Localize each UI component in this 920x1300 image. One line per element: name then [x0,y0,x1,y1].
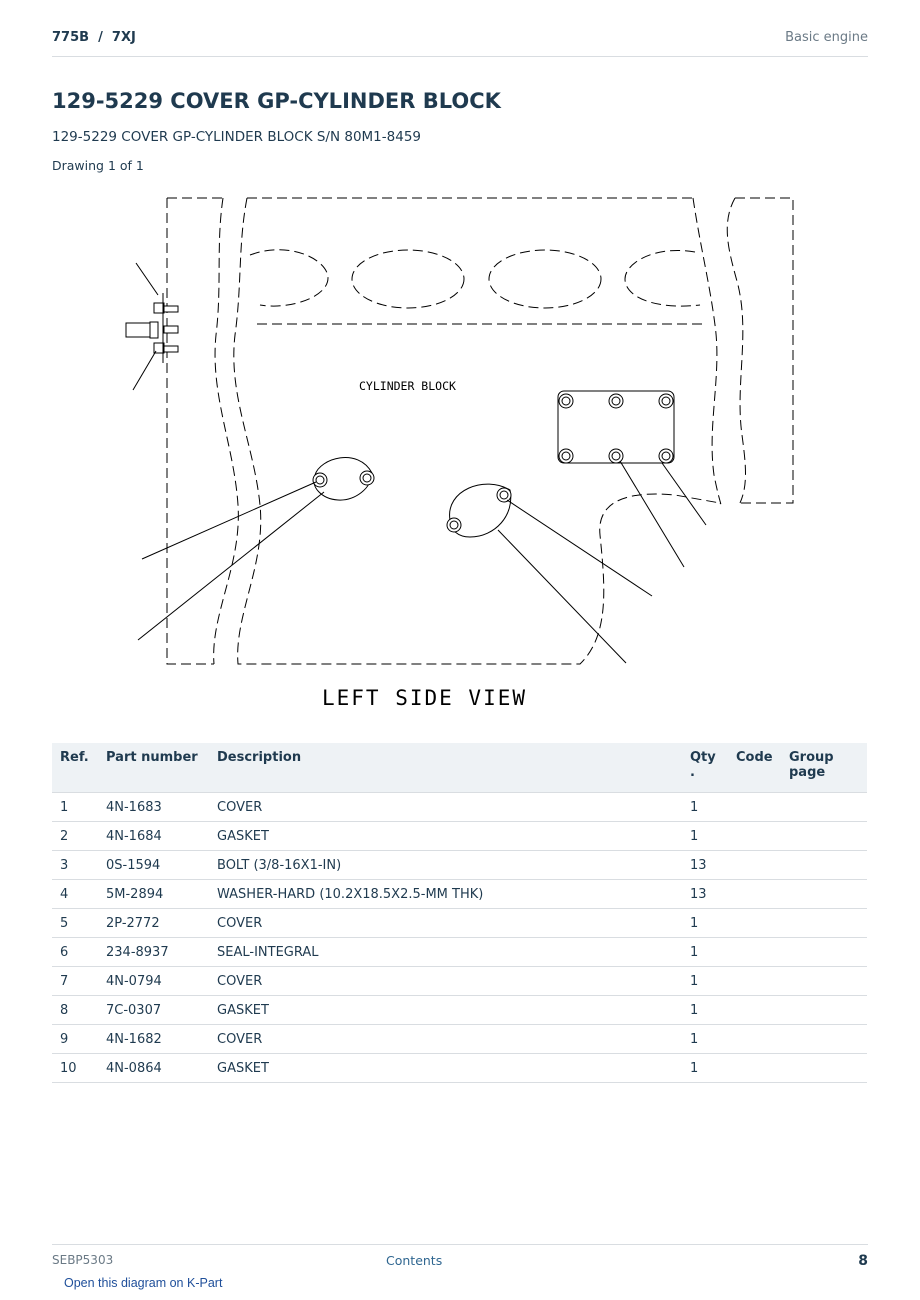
group-page-cell [781,822,867,851]
group-page-cell [781,967,867,996]
table-row [52,967,867,996]
document-id: SEBP5303 [52,1253,114,1267]
part-number-cell: 234-8937 [98,938,209,967]
view-label: LEFT SIDE VIEW [322,686,528,710]
part-number-cell: 4N-1682 [98,1025,209,1054]
col-part-number: Part number [98,743,209,793]
cylinder-bore [250,250,328,306]
table-row [52,996,867,1025]
table-header-row [52,743,867,793]
part-number-cell: 4N-1684 [98,822,209,851]
ref-cell: 3 [52,851,98,880]
page-header [52,28,868,57]
block-left-flange [167,198,214,664]
description-cell: BOLT (3/8-16X1-IN) [209,851,682,880]
qty-cell: 1 [682,1025,728,1054]
page-footer [52,1244,868,1275]
group-page-cell [781,793,867,822]
qty-cell: 1 [682,996,728,1025]
description-cell: SEAL-INTEGRAL [209,938,682,967]
parts-table [52,743,867,1083]
table-row [52,793,867,822]
cylinder-bore [625,250,700,306]
kpart-diagram-link[interactable]: Open this diagram on K-Part [64,1276,223,1290]
rectangular-cover [558,391,674,463]
code-cell [728,909,781,938]
description-cell: COVER [209,967,682,996]
col-code: Code [728,743,781,793]
table-row [52,880,867,909]
table-row [52,851,867,880]
ref-cell: 5 [52,909,98,938]
part-number-cell: 7C-0307 [98,996,209,1025]
ref-cell: 4 [52,880,98,909]
cylinder-bore [489,250,601,308]
table-row [52,822,867,851]
ref-cell: 10 [52,1054,98,1083]
description-cell: COVER [209,793,682,822]
group-page-cell [781,1025,867,1054]
part-number-cell: 5M-2894 [98,880,209,909]
code-cell [728,1054,781,1083]
col-qty: Qty . [682,743,728,793]
group-page-cell [781,851,867,880]
description-cell: WASHER-HARD (10.2X18.5X2.5-MM THK) [209,880,682,909]
front-cover-bolts [126,293,178,363]
block-right-break [693,198,721,504]
col-group-page: Group page [781,743,867,793]
code-cell [728,967,781,996]
block-left-break [214,198,239,664]
group-page-cell [781,1054,867,1083]
group-page-cell [781,996,867,1025]
block-right-flange [735,198,793,503]
code-cell [728,851,781,880]
page-number: 8 [858,1253,868,1269]
code-cell [728,996,781,1025]
ref-cell: 2 [52,822,98,851]
col-ref: Ref. [52,743,98,793]
drawing-count: Drawing 1 of 1 [52,158,144,173]
table-row [52,1025,867,1054]
parts-diagram-svg [110,185,810,715]
section-label: Basic engine [785,30,868,45]
table-row [52,909,867,938]
page-subtitle: 129-5229 COVER GP-CYLINDER BLOCK S/N 80M1-8459 [52,129,421,145]
code-cell [728,938,781,967]
contents-link[interactable]: Contents [386,1253,443,1268]
model-label: 775B / 7XJ [52,30,136,45]
group-page-cell [781,880,867,909]
qty-cell: 1 [682,793,728,822]
cylinder-block-label: CYLINDER BLOCK [359,379,456,393]
code-cell [728,822,781,851]
group-page-cell [781,938,867,967]
qty-cell: 1 [682,938,728,967]
part-number-cell: 4N-1683 [98,793,209,822]
ref-cell: 1 [52,793,98,822]
ref-cell: 8 [52,996,98,1025]
round-cover-center [447,484,511,537]
description-cell: COVER [209,1025,682,1054]
qty-cell: 1 [682,1054,728,1083]
description-cell: GASKET [209,996,682,1025]
page-title: 129-5229 COVER GP-CYLINDER BLOCK [52,89,501,113]
part-number-cell: 4N-0864 [98,1054,209,1083]
cylinder-bore [352,250,464,308]
part-number-cell: 2P-2772 [98,909,209,938]
table-row [52,1054,867,1083]
qty-cell: 13 [682,880,728,909]
qty-cell: 1 [682,967,728,996]
description-cell: GASKET [209,1054,682,1083]
parts-diagram [110,185,810,715]
ref-cell: 7 [52,967,98,996]
code-cell [728,880,781,909]
table-row [52,938,867,967]
qty-cell: 1 [682,909,728,938]
group-page-cell [781,909,867,938]
code-cell [728,1025,781,1054]
qty-cell: 13 [682,851,728,880]
ref-cell: 6 [52,938,98,967]
col-description: Description [209,743,682,793]
description-cell: GASKET [209,822,682,851]
qty-cell: 1 [682,822,728,851]
description-cell: COVER [209,909,682,938]
code-cell [728,793,781,822]
part-number-cell: 0S-1594 [98,851,209,880]
ref-cell: 9 [52,1025,98,1054]
part-number-cell: 4N-0794 [98,967,209,996]
